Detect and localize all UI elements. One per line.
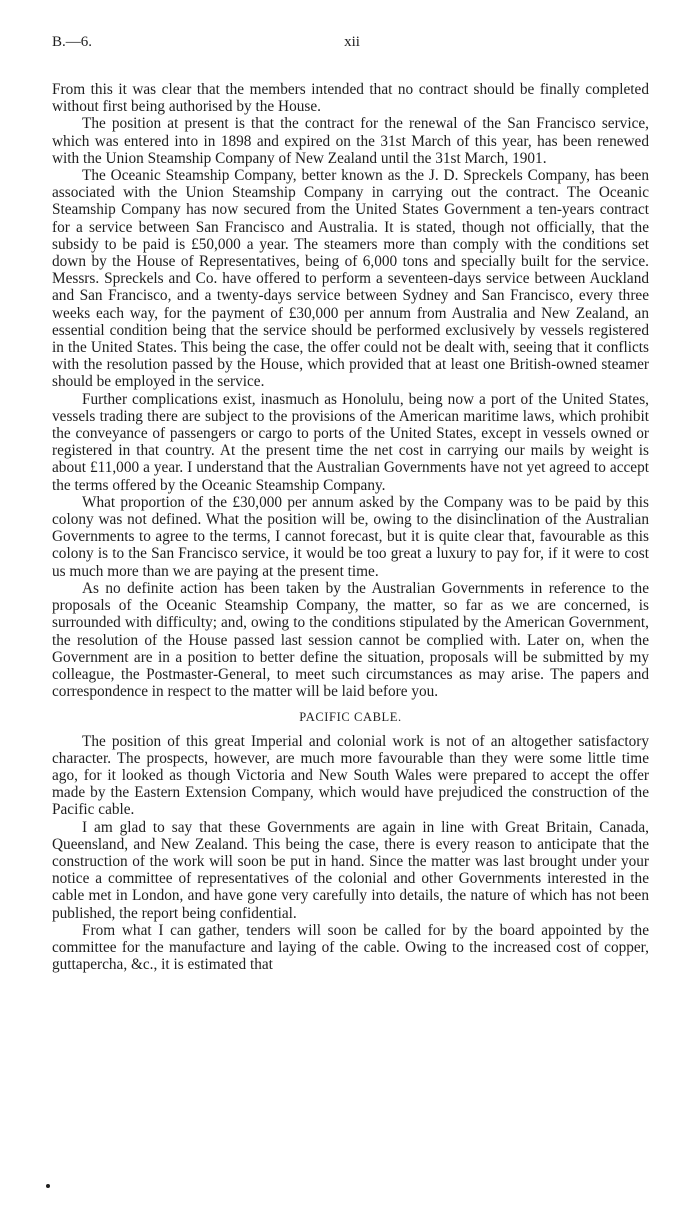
paragraph: The position at present is that the contract for the renewal of the San Francisco service, which was entered into in 1898 and expired on the 31st March of this year, has been renewed with the Union Steamship Company of New Zealand until the 31st March, 1901. xyxy=(52,115,649,167)
paragraph: From what I can gather, tenders will soon be called for by the board appointed by the committee for the manufacture and laying of the cable. Owing to the increased cost of copper, guttapercha, &c., it is estimated that xyxy=(52,921,649,974)
paragraph: I am glad to say that these Governments are again in line with Great Britain, Canada, Queensland, and New Zealand. This being the case, there is every reason to anticipate that the construction of the work will soon be put in hand. Since the matter was last brought under your notice a committee of representatives of the colonial and other Governments interested in the cable met in London, and have gone very carefully into details, the nature of which has not been published, the report being confidential. xyxy=(52,818,649,922)
section-heading: PACIFIC CABLE. xyxy=(299,710,402,725)
paragraph: From this it was clear that the members intended that no contract should be finally completed without first being authorised by the House. xyxy=(52,81,649,116)
paragraph: As no definite action has been taken by the Australian Governments in reference to the proposals of the Oceanic Steamship Company, the matter, so far as we are concerned, is surrounded with difficulty; and, owing to the conditions stipulated by the American Government, the resolution of the House passed last session cannot be complied with. Later on, when the Government are in a position to better define the situation, proposals will be submitted by my colleague, the Postmaster-General, to meet such circumstances as may arise. The papers and correspondence in respect to the matter will be laid before you. xyxy=(52,579,649,701)
page-header xyxy=(52,34,652,58)
paragraph: Further complications exist, inasmuch as Honolulu, being now a port of the United States, vessels trading there are subject to the provisions of the American maritime laws, which prohibit the conveyance of passengers or cargo to ports of the United States, except in vessels owned or registered in that country. At the present time the net cost in carrying our mails by weight is about £11,000 a year. I understand that the Australian Governments have not yet agreed to accept the terms offered by the Oceanic Steamship Company. xyxy=(52,390,649,494)
page-number: xii xyxy=(344,34,360,50)
body-text xyxy=(52,81,649,973)
margin-dot xyxy=(46,1184,50,1188)
paragraph: The Oceanic Steamship Company, better known as the J. D. Spreckels Company, has been associated with the Union Steamship Company in carrying out the contract. The Oceanic Steamship Company has now secured from the United States Government a ten-years contract for a service between San Francisco and Australia. It is stated, though not officially, that the subsidy to be paid is £50,000 a year. The steamers more than comply with the conditions set down by the House of Representatives, being of 6,000 tons and specially built for the service. Messrs. Spreckels and Co. have offered to perform a seventeen-days service between Auckland and San Francisco, and a twenty-days service between Sydney and San Francisco, every three weeks each way, for the payment of £30,000 per annum from Australia and New Zealand, an essential condition being that the service should be performed exclusively by vessels registered in the United States. This being the case, the offer could not be dealt with, seeing that it conflicts with the resolution passed by the House, which provided that at least one British-owned steamer should be employed in the service. xyxy=(52,167,649,391)
paper-reference: B.—6. xyxy=(52,34,93,50)
paragraph: The position of this great Imperial and colonial work is not of an altogether satisfactory character. The prospects, however, are much more favourable than they were some little time ago, for it looked as though Victoria and New South Wales were prepared to accept the offer made by the Eastern Extension Company, which would have prejudiced the construction of the Pacific cable. xyxy=(52,732,649,819)
paragraph: What proportion of the £30,000 per annum asked by the Company was to be paid by this colony was not defined. What the position will be, owing to the disinclination of the Australian Governments to agree to the terms, I cannot forecast, but it is quite clear that, favourable as this colony is to the San Francisco service, it would be too great a luxury to pay for, if it were to cost us much more than we are paying at the present time. xyxy=(52,493,649,580)
